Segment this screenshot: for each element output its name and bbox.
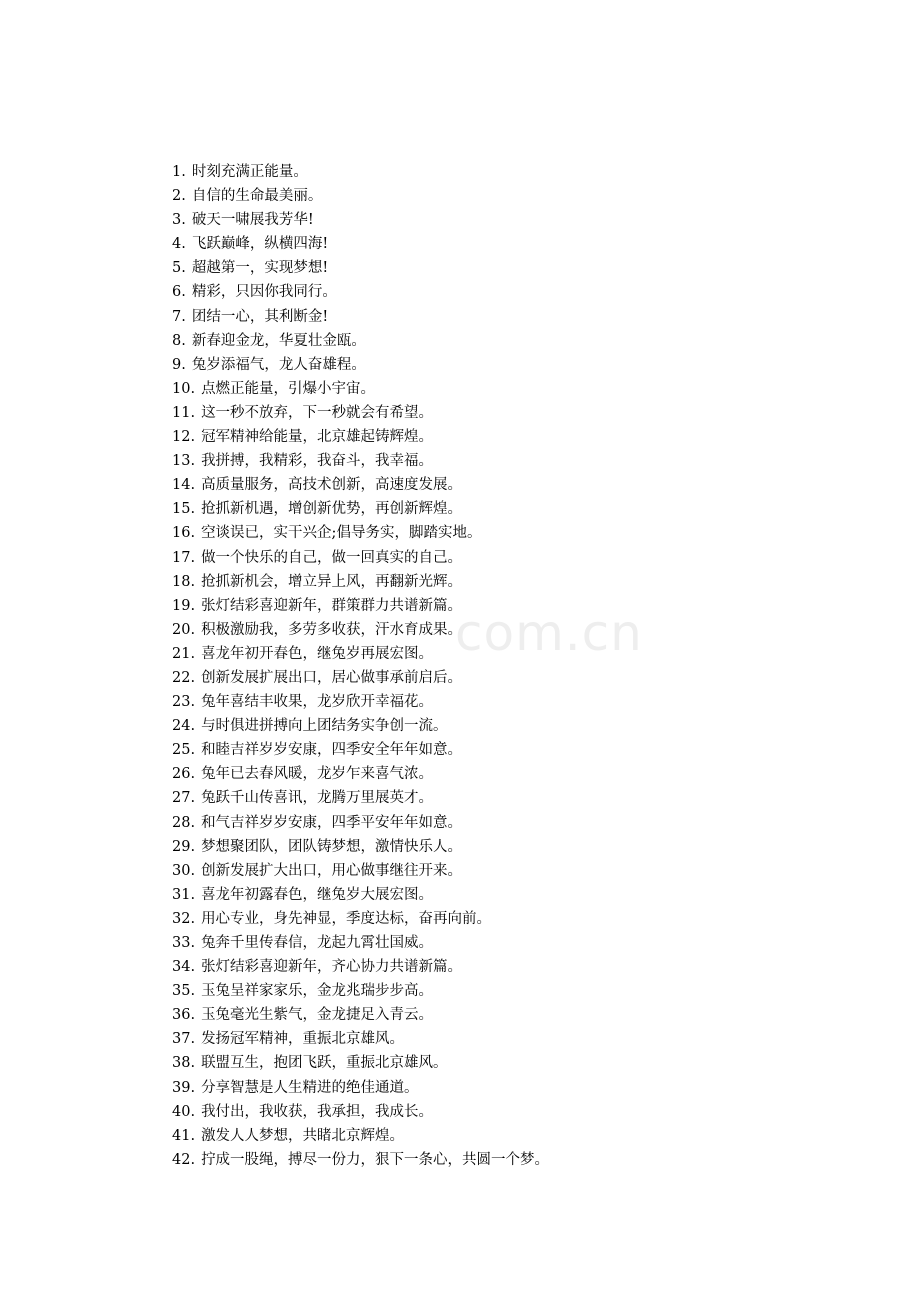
list-item-text: 超越第一，实现梦想! (191, 260, 329, 277)
list-item-number: 28. (172, 814, 196, 831)
list-item-number: 15. (172, 501, 196, 518)
list-item-text: 做一个快乐的自己，做一回真实的自己。 (201, 549, 463, 566)
list-item (172, 184, 549, 208)
list-item-number: 42. (172, 1151, 196, 1168)
list-item-text: 我付出，我收获，我承担，我成长。 (201, 1103, 434, 1120)
list-item-text: 张灯结彩喜迎新年，群策群力共谱新篇。 (201, 597, 463, 614)
list-item (172, 280, 549, 304)
list-item-text: 兔岁添福气，龙人奋雄程。 (191, 356, 366, 373)
list-item (172, 690, 549, 714)
list-item (172, 979, 549, 1003)
list-item-number: 24. (172, 718, 196, 735)
list-item-text: 和睦吉祥岁岁安康，四季安全年年如意。 (201, 742, 463, 759)
list-item-number: 38. (172, 1055, 196, 1072)
list-item (172, 883, 549, 907)
list-item-number: 14. (172, 477, 196, 494)
list-item-text: 与时俱进拼搏向上团结务实争创一流。 (201, 718, 448, 735)
list-item-number: 40. (172, 1103, 196, 1120)
list-item-number: 31. (172, 886, 196, 903)
list-item-text: 创新发展扩展出口，居心做事承前启后。 (201, 669, 463, 686)
list-item-text: 抢抓新机会，增立异上风，再翻新光辉。 (201, 573, 463, 590)
list-item (172, 931, 549, 955)
list-item-text: 这一秒不放弃，下一秒就会有希望。 (201, 404, 434, 421)
list-item (172, 160, 549, 184)
list-item-number: 13. (172, 453, 196, 470)
list-item-number: 19. (172, 597, 196, 614)
list-item-text: 团结一心，其利断金! (191, 308, 329, 325)
list-item-text: 新春迎金龙，华夏壮金瓯。 (191, 332, 366, 349)
list-item (172, 714, 549, 738)
list-item (172, 1124, 549, 1148)
list-item (172, 907, 549, 931)
list-item-number: 30. (172, 862, 196, 879)
list-item-text: 喜龙年初开春色，继兔岁再展宏图。 (201, 645, 434, 662)
list-item (172, 1003, 549, 1027)
list-item-text: 破天一啸展我芳华! (191, 212, 314, 229)
list-item-text: 梦想聚团队，团队铸梦想，激情快乐人。 (201, 838, 463, 855)
list-item-number: 3. (172, 212, 186, 229)
list-item-number: 1. (172, 164, 186, 180)
list-item (172, 666, 549, 690)
list-item-number: 5. (172, 260, 186, 277)
list-item (172, 256, 549, 280)
list-item (172, 521, 549, 545)
list-item (172, 642, 549, 666)
list-item-text: 空谈误已，实干兴企;倡导务实，脚踏实地。 (201, 525, 482, 542)
list-item-text: 激发人人梦想，共睹北京辉煌。 (201, 1127, 405, 1144)
list-item-text: 飞跃巅峰，纵横四海! (191, 236, 329, 253)
list-item (172, 425, 549, 449)
list-item-number: 23. (172, 694, 196, 711)
list-item (172, 618, 549, 642)
list-item-text: 兔奔千里传春信，龙起九霄壮国威。 (201, 935, 434, 951)
list-item-text: 发扬冠军精神，重振北京雄风。 (201, 1031, 405, 1048)
list-item (172, 353, 549, 377)
list-item (172, 859, 549, 883)
list-item (172, 377, 549, 401)
list-item-text: 张灯结彩喜迎新年，齐心协力共谱新篇。 (201, 959, 463, 976)
list-item (172, 1051, 549, 1075)
list-item-text: 时刻充满正能量。 (191, 164, 308, 180)
list-item-number: 21. (172, 645, 196, 662)
list-item-number: 25. (172, 742, 196, 759)
list-item-text: 兔年喜结丰收果，龙岁欣开幸福花。 (201, 694, 434, 711)
list-item-number: 6. (172, 284, 186, 301)
list-item (172, 497, 549, 521)
list-item-number: 20. (172, 621, 196, 638)
list-item-number: 17. (172, 549, 196, 566)
list-item-number: 11. (172, 404, 196, 421)
list-item (172, 570, 549, 594)
list-item-number: 26. (172, 766, 196, 783)
list-item-number: 39. (172, 1079, 196, 1096)
list-item (172, 955, 549, 979)
list-item (172, 546, 549, 570)
list-item (172, 232, 549, 256)
list-item (172, 1027, 549, 1051)
list-item-number: 8. (172, 332, 186, 349)
list-item-text: 兔年已去春风暖，龙岁乍来喜气浓。 (201, 766, 434, 783)
list-item-text: 抢抓新机遇，增创新优势，再创新辉煌。 (201, 501, 463, 518)
list-item (172, 762, 549, 786)
list-item-text: 玉兔毫光生紫气，金龙捷足入青云。 (201, 1007, 434, 1024)
list-item (172, 1076, 549, 1100)
list-item (172, 835, 549, 859)
list-item-number: 18. (172, 573, 196, 590)
slogan-list (172, 160, 549, 1172)
list-item-text: 用心专业，身先神显，季度达标，奋再向前。 (201, 910, 492, 927)
list-item (172, 811, 549, 835)
list-item-text: 兔跃千山传喜讯，龙腾万里展英才。 (201, 790, 434, 807)
list-item-text: 冠军精神给能量，北京雄起铸辉煌。 (201, 429, 434, 446)
list-item-text: 玉兔呈祥家家乐，金龙兆瑞步步高。 (201, 983, 434, 1000)
list-item (172, 401, 549, 425)
list-item-number: 7. (172, 308, 186, 325)
list-item (172, 329, 549, 353)
list-item-number: 27. (172, 790, 196, 807)
list-item-text: 分享智慧是人生精进的绝佳通道。 (201, 1079, 419, 1096)
list-item-number: 34. (172, 959, 196, 976)
list-item-text: 自信的生命最美丽。 (191, 188, 323, 205)
list-item-text: 积极激励我，多劳多收获，汗水育成果。 (201, 621, 463, 638)
list-item (172, 594, 549, 618)
list-item-text: 喜龙年初露春色，继兔岁大展宏图。 (201, 886, 434, 903)
list-item-number: 10. (172, 380, 196, 397)
list-item-text: 联盟互生，抱团飞跃，重振北京雄风。 (201, 1055, 448, 1072)
watermark: com.cn (455, 604, 643, 662)
list-item-number: 16. (172, 525, 196, 542)
list-item-text: 拧成一股绳，搏尽一份力，狠下一条心，共圆一个梦。 (201, 1151, 550, 1168)
list-item-number: 32. (172, 910, 196, 927)
list-item (172, 208, 549, 232)
list-item-text: 高质量服务，高技术创新，高速度发展。 (201, 477, 463, 494)
list-item-number: 29. (172, 838, 196, 855)
list-item-text: 点燃正能量，引爆小宇宙。 (201, 380, 376, 397)
list-item-number: 12. (172, 429, 196, 446)
list-item-number: 37. (172, 1031, 196, 1048)
list-item-number: 36. (172, 1007, 196, 1024)
list-item-number: 41. (172, 1127, 196, 1144)
list-item-number: 22. (172, 669, 196, 686)
list-item-number: 35. (172, 983, 196, 1000)
list-item (172, 786, 549, 810)
list-item (172, 1100, 549, 1124)
list-item (172, 1148, 549, 1172)
list-item-text: 我拼搏，我精彩，我奋斗，我幸福。 (201, 453, 434, 470)
list-item-number: 4. (172, 236, 186, 253)
list-item-number: 33. (172, 935, 196, 951)
list-item-number: 9. (172, 356, 186, 373)
list-item-text: 和气吉祥岁岁安康，四季平安年年如意。 (201, 814, 463, 831)
list-item (172, 305, 549, 329)
list-item (172, 738, 549, 762)
list-item (172, 473, 549, 497)
list-item (172, 449, 549, 473)
list-item-text: 创新发展扩大出口，用心做事继往开来。 (201, 862, 463, 879)
list-item-text: 精彩，只因你我同行。 (191, 284, 337, 301)
list-item-number: 2. (172, 188, 186, 205)
